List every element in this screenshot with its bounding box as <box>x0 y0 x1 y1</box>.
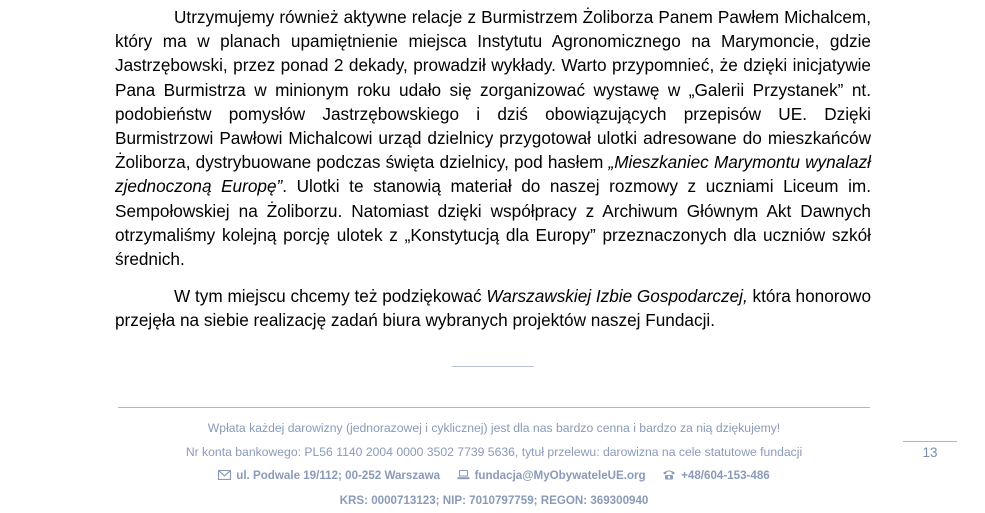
slogan-italic: „Mieszkaniec Marymontu wynalazł zjednoczoną Europę” <box>115 152 871 197</box>
footer-divider <box>118 407 870 408</box>
paragraph-text: W tym miejscu chcemy też podziękować <box>174 286 487 307</box>
envelope-icon <box>218 465 231 489</box>
section-divider <box>452 366 534 367</box>
document-body <box>115 5 871 333</box>
paragraph-thanks <box>115 284 871 332</box>
paragraph-text: która honorowo przejęła na siebie realizację zadań biura wybranych projektów naszej Fundacji. <box>115 286 872 331</box>
paragraph-text: . Ulotki te stanowią materiał do naszej rozmowy z uczniami Liceum im. Sempołowskiej na Żoliborzu. Natomiast dzięki współpracy z Archiwum Głównym Akt Dawnych otrzymaliśmy kolejną porcję ulotek z „Konstytucją dla Europy” przeznaczonych dla uczniów szkół średnich. <box>115 176 871 270</box>
page-number-divider <box>903 441 957 442</box>
laptop-icon <box>457 465 470 489</box>
footer-bank-account: Nr konta bankowego: PL56 1140 2004 0000 3502 7739 5636, tytuł przelewu: darowizna na cele statutowe fundacji <box>185 445 803 459</box>
paragraph-relations <box>115 5 871 271</box>
page-number: 13 <box>922 445 938 460</box>
footer-phone: +48/604-153-486 <box>681 469 770 482</box>
footer-contact <box>118 464 870 489</box>
telephone-icon <box>662 465 676 489</box>
footer-address: ul. Podwale 19/112; 00-252 Warszawa <box>236 469 441 482</box>
organization-name-italic: Warszawskiej Izbie Gospodarczej, <box>486 286 748 307</box>
footer-thanks: Wpłata każdej darowizny (jednorazowej i cyklicznej) jest dla nas bardzo cenna i bardzo za nią dziękujemy! <box>207 421 781 435</box>
paragraph-text: Utrzymujemy również aktywne relacje z Burmistrzem Żoliborza Panem Pawłem Michalcem, który ma w planach upamiętnienie miejsca Instytutu Agronomicznego na Marymoncie, gdzie Jastrzębowski, przez ponad 2 dekady, prowadził wykłady. Warto przypomnieć, że dzięki inicjatywie Pana Burmistrza w minionym roku udało się zorganizować wystawę w „Galerii Przystanek” nt. podobieństw pomysłów Jastrzębowskiego i dziś obowiązujących przepisów UE. Dzięki Burmistrzowi Pawłowi Michalcowi urząd dzielnicy przygotował ulotki adresowane do mieszkańców Żoliborza, dystrybuowane podczas święta dzielnicy, pod hasłem <box>115 7 871 173</box>
footer-email[interactable]: fundacja@MyObywateleUE.org <box>474 469 646 482</box>
page-footer <box>118 416 870 513</box>
footer-registry: KRS: 0000713123; NIP: 7010797759; REGON: 369300940 <box>339 494 649 507</box>
